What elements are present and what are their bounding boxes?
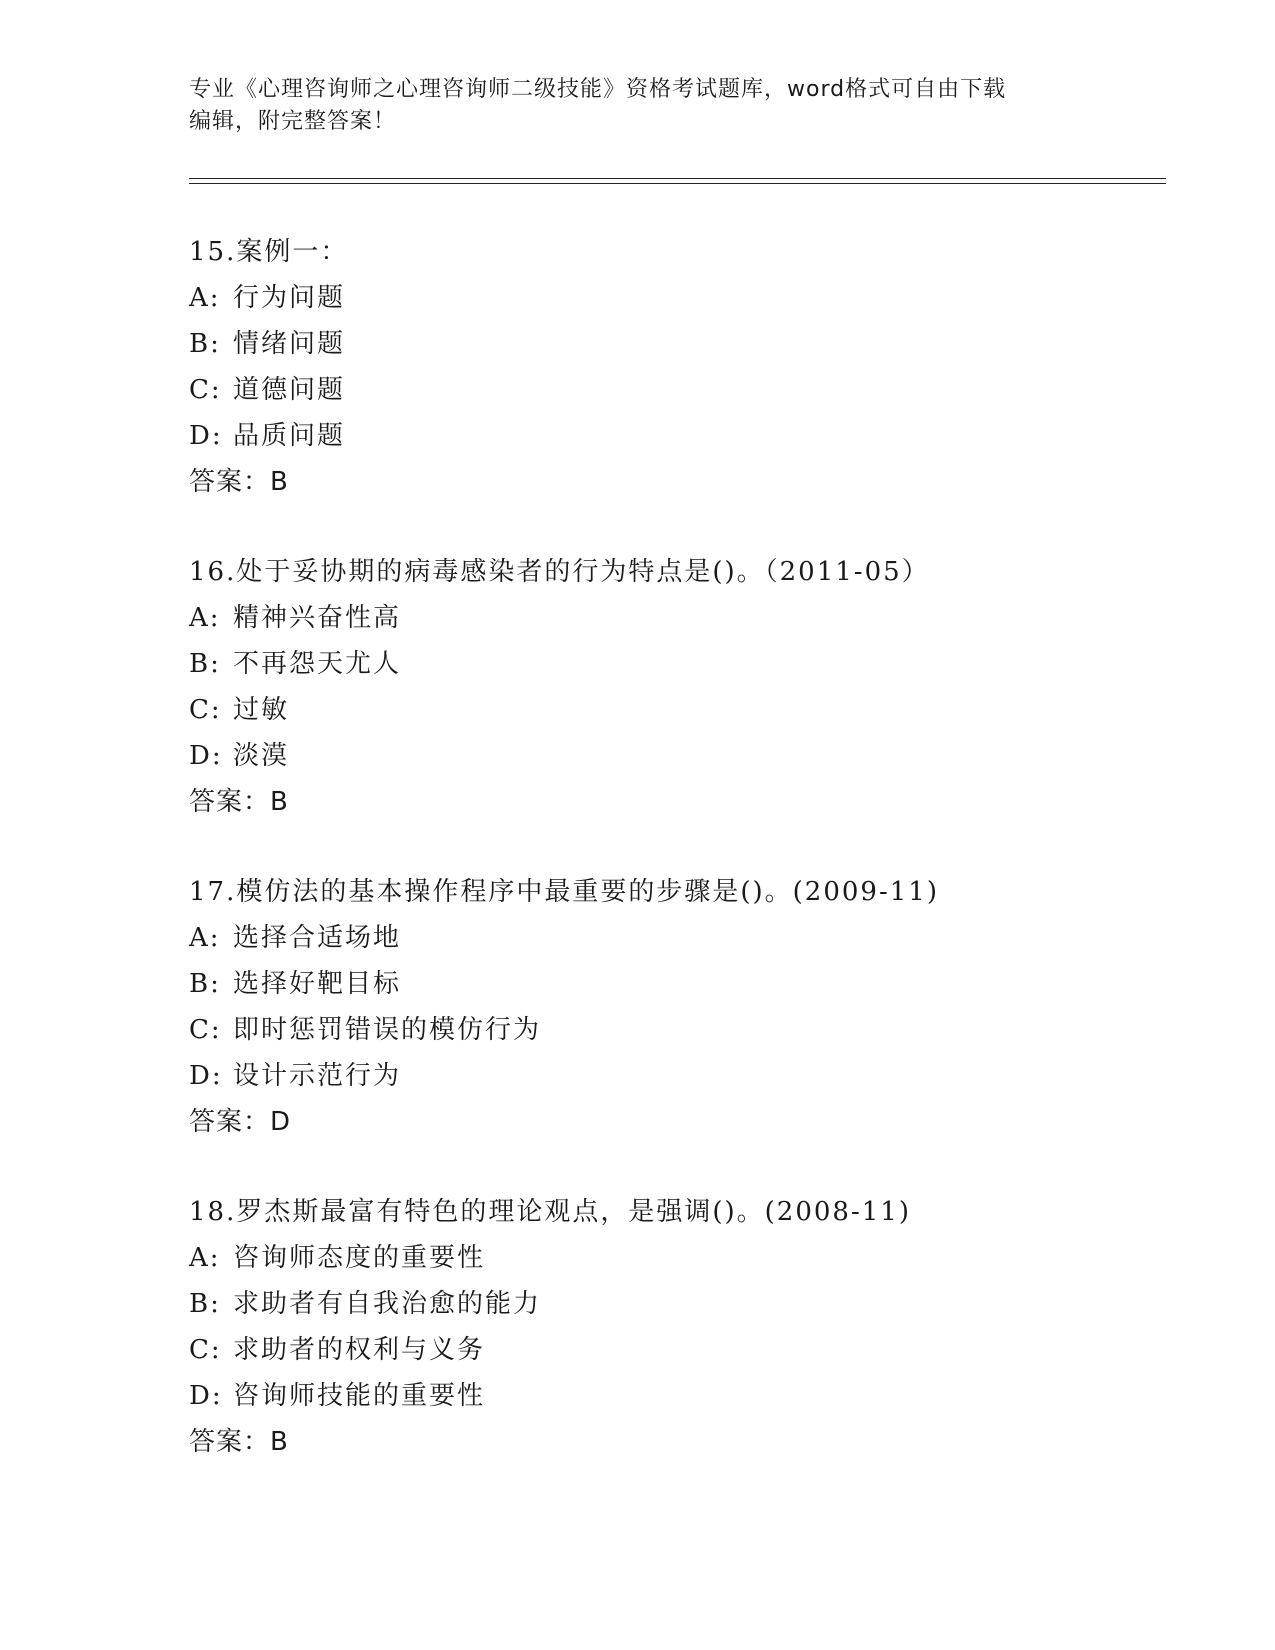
option-c (189, 367, 1169, 413)
option-a (189, 275, 1169, 321)
option-text: 道德问题 (233, 375, 346, 405)
question-16 (189, 549, 1169, 825)
option-key: C: (189, 1015, 222, 1045)
option-key: C: (189, 375, 222, 405)
answer-line: 答案：D (189, 1107, 292, 1137)
option-key: D: (189, 741, 223, 771)
option-text: 选择好靶目标 (233, 969, 402, 999)
question-18 (189, 1189, 1169, 1465)
option-key: A: (189, 923, 221, 953)
option-d (189, 413, 1169, 459)
option-d (189, 1373, 1169, 1419)
option-a (189, 1235, 1169, 1281)
option-a (189, 595, 1169, 641)
option-text: 情绪问题 (233, 329, 346, 359)
option-text: 设计示范行为 (233, 1061, 402, 1091)
question-stem: 17.模仿法的基本操作程序中最重要的步骤是()。(2009-11) (189, 877, 939, 907)
option-key: B: (189, 649, 221, 679)
option-b (189, 1281, 1169, 1327)
option-key: B: (189, 329, 221, 359)
header-divider-top (189, 178, 1166, 179)
option-key: C: (189, 695, 222, 725)
header-line-1: 专业《心理咨询师之心理咨询师二级技能》资格考试题库，word格式可自由下载 (189, 77, 1007, 102)
option-text: 选择合适场地 (233, 923, 402, 953)
option-c (189, 1007, 1169, 1053)
option-b (189, 321, 1169, 367)
option-text: 即时惩罚错误的模仿行为 (233, 1015, 542, 1045)
question-stem: 15.案例一： (189, 237, 349, 267)
option-text: 不再怨天尤人 (233, 649, 402, 679)
option-key: A: (189, 603, 221, 633)
option-key: D: (189, 1381, 223, 1411)
option-text: 品质问题 (233, 421, 346, 451)
question-stem: 18.罗杰斯最富有特色的理论观点，是强调()。(2008-11) (189, 1197, 911, 1227)
option-text: 精神兴奋性高 (233, 603, 402, 633)
option-c (189, 1327, 1169, 1373)
document-header (189, 74, 1089, 138)
option-key: A: (189, 283, 221, 313)
question-17 (189, 869, 1169, 1145)
option-key: D: (189, 1061, 223, 1091)
option-text: 求助者有自我治愈的能力 (233, 1289, 542, 1319)
option-c (189, 687, 1169, 733)
answer-line: 答案：B (189, 787, 289, 817)
option-text: 咨询师态度的重要性 (233, 1243, 486, 1273)
option-key: C: (189, 1335, 222, 1365)
option-a (189, 915, 1169, 961)
option-text: 过敏 (233, 695, 290, 725)
option-key: B: (189, 1289, 221, 1319)
question-stem: 16.处于妥协期的病毒感染者的行为特点是()。（2011-05） (189, 557, 930, 587)
option-b (189, 961, 1169, 1007)
option-key: B: (189, 969, 221, 999)
option-key: A: (189, 1243, 221, 1273)
option-text: 求助者的权利与义务 (233, 1335, 486, 1365)
option-text: 淡漠 (233, 741, 290, 771)
answer-line: 答案：B (189, 1427, 289, 1457)
header-divider-bottom (189, 183, 1166, 184)
option-b (189, 641, 1169, 687)
option-key: D: (189, 421, 223, 451)
option-text: 咨询师技能的重要性 (233, 1381, 486, 1411)
option-text: 行为问题 (233, 283, 346, 313)
header-line-2: 编辑，附完整答案！ (189, 109, 397, 134)
question-15 (189, 229, 1169, 505)
answer-line: 答案：B (189, 467, 289, 497)
option-d (189, 733, 1169, 779)
option-d (189, 1053, 1169, 1099)
